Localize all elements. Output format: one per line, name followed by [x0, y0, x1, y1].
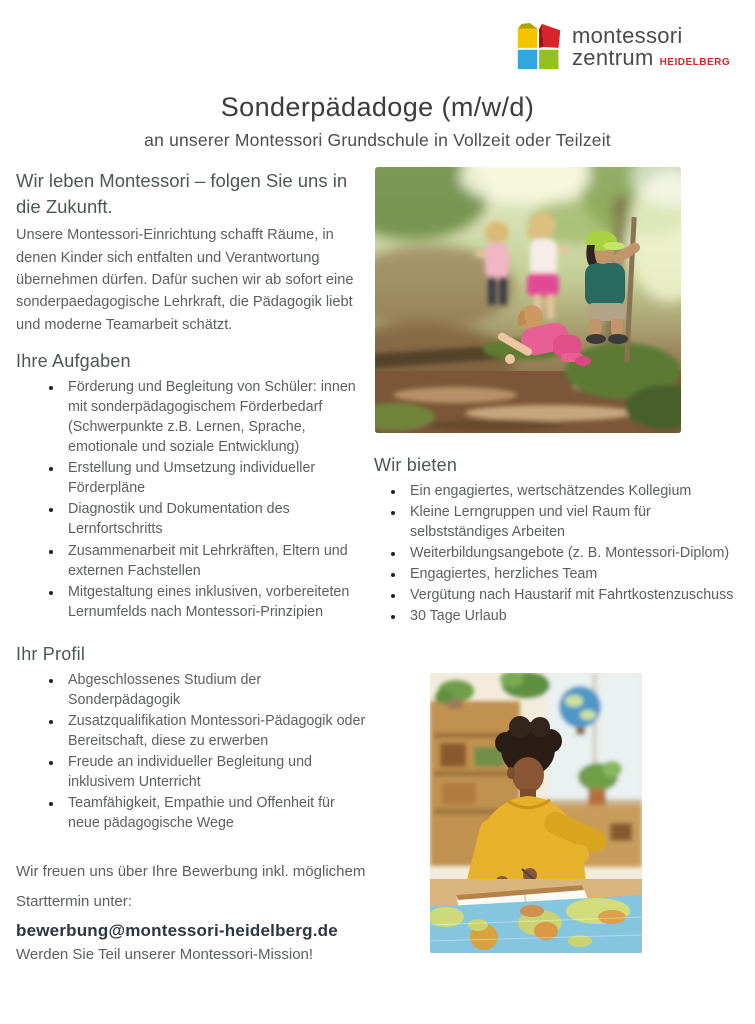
- list-item: • Freude an individueller Begleitung und inklusivem Unterricht: [63, 752, 368, 792]
- logo-word-1: montessori: [572, 23, 683, 48]
- list-item: • 30 Tage Urlaub: [405, 606, 740, 626]
- intro-paragraph: Unsere Montessori-Einrichtung schafft Räume, in denen Kinder sich entfalten und Verantwortung übernehmen dürfen. Dafür suchen wir ab sofort eine sonderpaedagogische Lehrkraft, die Pädagogik liebt und moderne Teamarbeit schätzt.: [16, 227, 354, 333]
- profile-heading: Ihr Profil: [16, 643, 86, 664]
- list-item: • Erstellung und Umsetzung individueller Förderpläne: [63, 458, 368, 498]
- list-item: • Engagiertes, herzliches Team: [405, 564, 740, 584]
- closing-block: [16, 857, 368, 963]
- list-item: • Zusatzqualifikation Montessori-Pädagogik oder Bereitschaft, diese zu erwerben: [63, 711, 368, 751]
- photo-children-forest-stream: [375, 167, 681, 433]
- logo-city: HEIDELBERG: [659, 57, 731, 68]
- logo: [516, 20, 730, 74]
- list-item: • Förderung und Begleitung von Schüler: innen mit sonderpädagogischem Förderbedarf (Schwerpunkte z.B. Lernen, Sprache, emotionale und soziale Entwicklung): [63, 377, 368, 457]
- tasks-list: [16, 377, 368, 621]
- section-profile: [16, 644, 368, 833]
- list-item: • Teamfähigkeit, Empathie und Offenheit für neue pädagogische Wege: [63, 793, 368, 833]
- list-item: • Abgeschlossenes Studium der Sonderpädagogik: [63, 670, 368, 710]
- list-item: • Ein engagiertes, wertschätzendes Kollegium: [405, 481, 740, 501]
- closing-slogan: Werden Sie Teil unserer Montessori-Mission!: [16, 945, 314, 963]
- intro-heading: Wir leben Montessori – folgen Sie uns in die Zukunft.: [16, 170, 348, 217]
- list-item: • Zusammenarbeit mit Lehrkräften, Eltern und externen Fachstellen: [63, 541, 368, 581]
- list-item: • Kleine Lerngruppen und viel Raum für selbstständiges Arbeiten: [405, 502, 740, 542]
- page-title: Sonderpädadoge (m/w/d): [220, 92, 535, 122]
- logo-word-2: zentrum: [572, 45, 654, 70]
- list-item: • Vergütung nach Haustarif mit Fahrtkostenzuschuss: [405, 585, 740, 605]
- photo-student-writing-map: [430, 673, 642, 953]
- logo-text: [572, 25, 730, 69]
- application-email-link[interactable]: bewerbung@montessori-heidelberg.de: [16, 920, 338, 940]
- section-tasks: [16, 351, 368, 621]
- page-subtitle: an unserer Montessori Grundschule in Vollzeit oder Teilzeit: [144, 130, 611, 150]
- offer-heading: Wir bieten: [374, 455, 458, 475]
- section-offer: [374, 455, 740, 627]
- left-column: [16, 168, 368, 963]
- list-item: • Diagnostik und Dokumentation des Lernfortschritts: [63, 499, 368, 539]
- list-item: • Weiterbildungsangebote (z. B. Montessori-Diplom): [405, 543, 740, 563]
- closing-text: Wir freuen uns über Ihre Bewerbung inkl. möglichem Starttermin unter:: [16, 862, 366, 910]
- tasks-heading: Ihre Aufgaben: [16, 351, 131, 372]
- title-block: [0, 92, 755, 151]
- offer-list: [374, 481, 740, 626]
- profile-list: [16, 670, 368, 833]
- list-item: • Mitgestaltung eines inklusiven, vorbereiteten Lernumfelds nach Montessori-Prinzipien: [63, 582, 368, 622]
- logo-cube-icon: [516, 20, 564, 74]
